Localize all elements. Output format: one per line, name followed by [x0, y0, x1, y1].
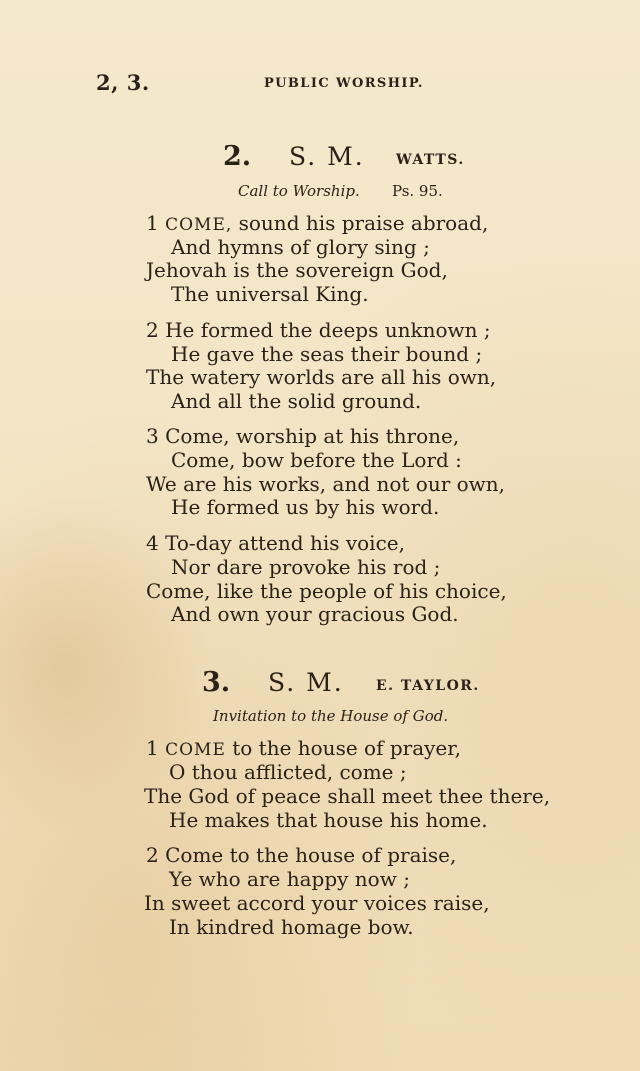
stanza-line: 1 COME, sound his praise abroad,	[146, 211, 489, 235]
hymn-3-meter: S. M.	[268, 668, 344, 697]
running-title: PUBLIC WORSHIP.	[264, 76, 424, 91]
stanza-line: 1 COME to the house of prayer,	[146, 736, 461, 760]
stanza-number: 4	[146, 531, 159, 555]
hymn-2-subtitle: Call to Worship.	[238, 182, 360, 200]
stanza-line: Nor dare provoke his rod ;	[171, 555, 441, 579]
stanza-number: 3	[146, 424, 159, 448]
hymn-3-subtitle: Invitation to the House of God.	[213, 707, 449, 725]
stanza-line: Jehovah is the sovereign God,	[146, 258, 448, 282]
stanza-line: O thou afflicted, come ;	[169, 760, 407, 784]
stanza-number: 1	[146, 211, 159, 235]
stanza-line: 3 Come, worship at his throne,	[146, 424, 460, 448]
stanza-line: And all the solid ground.	[171, 389, 422, 413]
stanza-line: And own your gracious God.	[171, 602, 459, 626]
stanza-number: 1	[146, 736, 159, 760]
stanza-line: He gave the seas their bound ;	[171, 342, 483, 366]
small-caps-word: COME	[165, 740, 226, 760]
page-numbers: 2, 3.	[96, 70, 150, 95]
stanza-number: 2	[146, 318, 159, 342]
stanza-line: Come, like the people of his choice,	[146, 579, 507, 603]
small-caps-word: COME,	[165, 215, 233, 235]
hymn-3-number: 3.	[202, 667, 231, 698]
stanza-line: Ye who are happy now ;	[169, 867, 410, 891]
hymn-3-author: E. TAYLOR.	[376, 678, 480, 694]
stanza-line: He formed us by his word.	[171, 495, 440, 519]
stanza-line: Come, bow before the Lord :	[171, 448, 462, 472]
stanza-number: 2	[146, 843, 159, 867]
stanza-line: 2 He formed the deeps unknown ;	[146, 318, 491, 342]
stanza-line: In kindred homage bow.	[169, 915, 414, 939]
stanza-line: The God of peace shall meet thee there,	[144, 784, 551, 808]
stanza-line: We are his works, and not our own,	[146, 472, 506, 496]
hymn-2-number: 2.	[223, 141, 252, 172]
stanza-line: 4 To-day attend his voice,	[146, 531, 405, 555]
hymn-2-meter: S. M.	[289, 142, 365, 171]
hymn-2-author: WATTS.	[396, 152, 465, 168]
stanza-line: The watery worlds are all his own,	[146, 365, 497, 389]
hymn-2-reference: Ps. 95.	[392, 182, 443, 200]
stanza-line: 2 Come to the house of praise,	[146, 843, 457, 867]
stanza-line: In sweet accord your voices raise,	[144, 891, 490, 915]
stanza-line: The universal King.	[171, 282, 369, 306]
stanza-line: And hymns of glory sing ;	[171, 235, 430, 259]
stanza-line: He makes that house his home.	[169, 808, 488, 832]
